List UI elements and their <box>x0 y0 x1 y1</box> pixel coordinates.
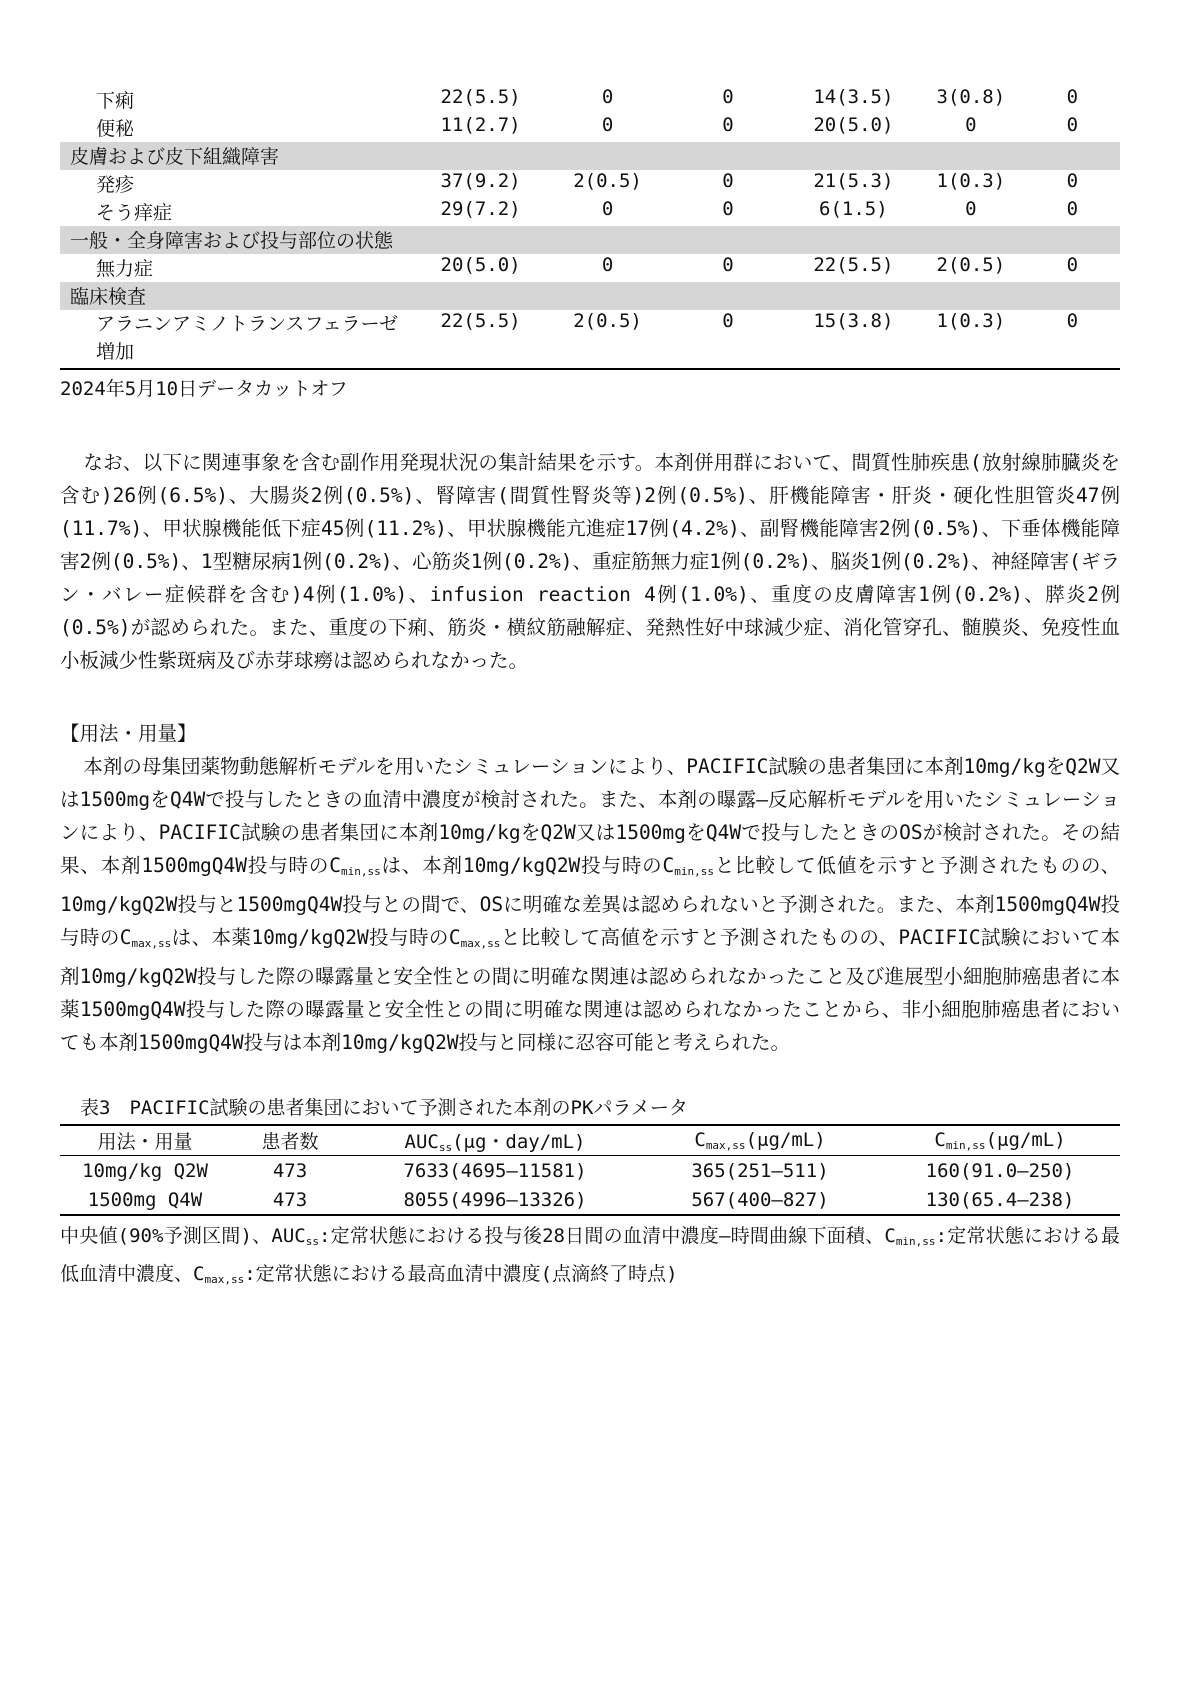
table-row <box>60 1156 1120 1186</box>
ae-value: 0 <box>1066 86 1079 108</box>
n-cell: 473 <box>272 1159 308 1182</box>
table-row <box>60 254 1120 282</box>
column-header: $C_{max,ss}(\mu g/mL)$ <box>640 1125 880 1156</box>
data-cutoff-note: 2024年5月10日データカットオフ <box>60 378 348 400</box>
n-cell: 473 <box>230 1185 350 1215</box>
ae-value: 37(9.2) <box>440 170 521 192</box>
dose-cell: 10mg/kg Q2W <box>82 1159 208 1182</box>
ae-value: 0 <box>1066 254 1079 276</box>
ae-value: 2(0.5) <box>936 254 1006 276</box>
table-section-row <box>60 282 1120 310</box>
ae-term: 便秘 <box>96 118 135 140</box>
soc-label: 皮膚および皮下組織障害 <box>60 142 1120 170</box>
ae-value: 0 <box>601 86 614 108</box>
ae-value: 0 <box>722 114 734 136</box>
adverse-reaction-paragraph: なお、以下に関連事象を含む副作用発現状況の集計結果を示す。本剤併用群において、間質性肺疾患(放射線肺臓炎を含む)26例(6.5%)、大腸炎2例(0.5%)、腎障害(間質性腎炎等)2例(0.5%)、肝機能障害・肝炎・硬化性胆管炎47例(11.7%)、甲状腺機能低下症45例(11.2%)、甲状腺機能亢進症17例(4.2%)、副腎機能障害2例(0.5%)、下垂体機能障害2例(0.5%)、1型糖尿病1例(0.2%)、心筋炎1例(0.2%)、重症筋無力症1例(0.2%)、脳炎1例(0.2%)、神経障害(ギラン・バレー症候群を含む)4例(1.0%)、infusion reaction 4例(1.0%)、重度の皮膚障害1例(0.2%)、膵炎2例(0.5%)が認められた。また、重度の下痢、筋炎・横紋筋融解症、発熱性好中球減少症、消化管穿孔、髄膜炎、免疫性血小板減少性紫斑病及び赤芽球癆は認められなかった。 <box>60 451 1120 672</box>
ae-term: アラニンアミノトランスフェラーゼ増加 <box>60 310 412 369</box>
table-footnote: 中央値(90%予測区間)、$AUC_{ss}$:定常状態における投与後28日間の血清中濃度—時間曲線下面積、$C_{min,ss}$:定常状態における最低血清中濃度、$C_{max,ss}$:定常状態における最高血清中濃度(点滴終了時点) <box>60 1225 1120 1286</box>
ae-value: 22(5.5) <box>412 310 549 369</box>
ae-value: 2(0.5) <box>549 310 666 369</box>
ae-value: 20(5.0) <box>813 114 894 136</box>
ae-value: 0 <box>1025 310 1120 369</box>
ae-value: 0 <box>722 170 734 192</box>
cmax-cell: 567(400—827) <box>640 1185 880 1215</box>
ae-value: 0 <box>1066 198 1079 220</box>
table-row <box>60 86 1120 114</box>
table-row <box>60 198 1120 226</box>
column-header: $C_{min,ss}(\mu g/mL)$ <box>880 1125 1120 1156</box>
table-row <box>60 310 1120 369</box>
column-header: 用法・用量 <box>60 1125 230 1156</box>
cmin-cell: 160(91.0—250) <box>925 1159 1075 1182</box>
ae-value: 14(3.5) <box>813 86 894 108</box>
section-heading: 【用法・用量】 <box>60 722 197 745</box>
adverse-event-table <box>60 86 1120 370</box>
column-header: 患者数 <box>230 1125 350 1156</box>
ae-value: 0 <box>601 254 614 276</box>
ae-value: 0 <box>666 310 790 369</box>
ae-value: 0 <box>965 114 977 136</box>
ae-term: そう痒症 <box>96 202 173 224</box>
soc-label: 一般・全身障害および投与部位の状態 <box>60 226 1120 254</box>
ae-value: 0 <box>722 198 734 220</box>
dosage-paragraph: 本剤の母集団薬物動態解析モデルを用いたシミュレーションにより、PACIFIC試験の患者集団に本剤10mg/kgをQ2W又は1500mgをQ4Wで投与したときの血清中濃度が検討された。また、本剤の曝露—反応解析モデルを用いたシミュレーションにより、PACIFIC試験の患者集団に本剤10mg/kgをQ2W又は1500mgをQ4Wで投与したときのOSが検討された。その結果、本剤1500mgQ4W投与時の$C_{min,ss}$は、本剤10mg/kgQ2W投与時の$C_{min,ss}$と比較して低値を示すと予測されたものの、10mg/kgQ2W投与と1500mgQ4W投与との間で、OSに明確な差異は認められないと予測された。また、本剤1500mgQ4W投与時の$C_{max,ss}$は、本薬10mg/kgQ2W投与時の$C_{max,ss}$と比較して高値を示すと予測されたものの、PACIFIC試験において本剤10mg/kgQ2W投与した際の曝露量と安全性との間に明確な関連は認められなかったこと及び進展型小細胞肺癌患者に本薬1500mgQ4W投与した際の曝露量と安全性との間に明確な関連は認められなかったことから、非小細胞肺癌患者においても本剤1500mgQ4W投与は本剤10mg/kgQ2W投与と同様に忍容可能と考えられた。 <box>60 755 1120 1054</box>
ae-value: 2(0.5) <box>573 170 642 192</box>
ae-value: 0 <box>722 254 734 276</box>
ae-value: 1(0.3) <box>936 170 1006 192</box>
cmin-cell: 130(65.4—238) <box>880 1185 1120 1215</box>
ae-value: 0 <box>601 198 614 220</box>
soc-label: 臨床検査 <box>60 282 1120 310</box>
table-row <box>60 1185 1120 1215</box>
ae-value: 6(1.5) <box>819 198 888 220</box>
ae-value: 20(5.0) <box>440 254 521 276</box>
dose-cell: 1500mg Q4W <box>60 1185 230 1215</box>
column-header: $AUC_{ss}(\mu g$・day/mL) <box>350 1125 640 1156</box>
ae-term: 下痢 <box>96 90 135 112</box>
table-row <box>60 114 1120 142</box>
auc-cell: 7633(4695—11581) <box>403 1159 587 1182</box>
auc-cell: 8055(4996—13326) <box>350 1185 640 1215</box>
ae-value: 0 <box>965 198 977 220</box>
ae-value: 0 <box>1066 114 1079 136</box>
ae-value: 0 <box>722 86 734 108</box>
ae-value: 0 <box>1066 170 1079 192</box>
ae-value: 0 <box>601 114 614 136</box>
document-page <box>60 86 1120 1296</box>
pk-parameter-table <box>60 1124 1120 1216</box>
cmax-cell: 365(251—511) <box>691 1159 829 1182</box>
ae-value: 21(5.3) <box>813 170 894 192</box>
ae-value: 29(7.2) <box>440 198 521 220</box>
table-section-row <box>60 226 1120 254</box>
ae-value: 11(2.7) <box>440 114 521 136</box>
ae-term: 発疹 <box>96 174 135 196</box>
ae-value: 22(5.5) <box>440 86 521 108</box>
table-section-row <box>60 142 1120 170</box>
ae-value: 22(5.5) <box>813 254 894 276</box>
table-row <box>60 170 1120 198</box>
table-header-row <box>60 1125 1120 1156</box>
ae-value: 3(0.8) <box>936 86 1006 108</box>
table-caption: 表3 PACIFIC試験の患者集団において予測された本剤のPKパラメータ <box>80 1097 688 1119</box>
ae-value: 1(0.3) <box>917 310 1025 369</box>
ae-term: 無力症 <box>96 258 154 280</box>
ae-value: 15(3.8) <box>790 310 917 369</box>
